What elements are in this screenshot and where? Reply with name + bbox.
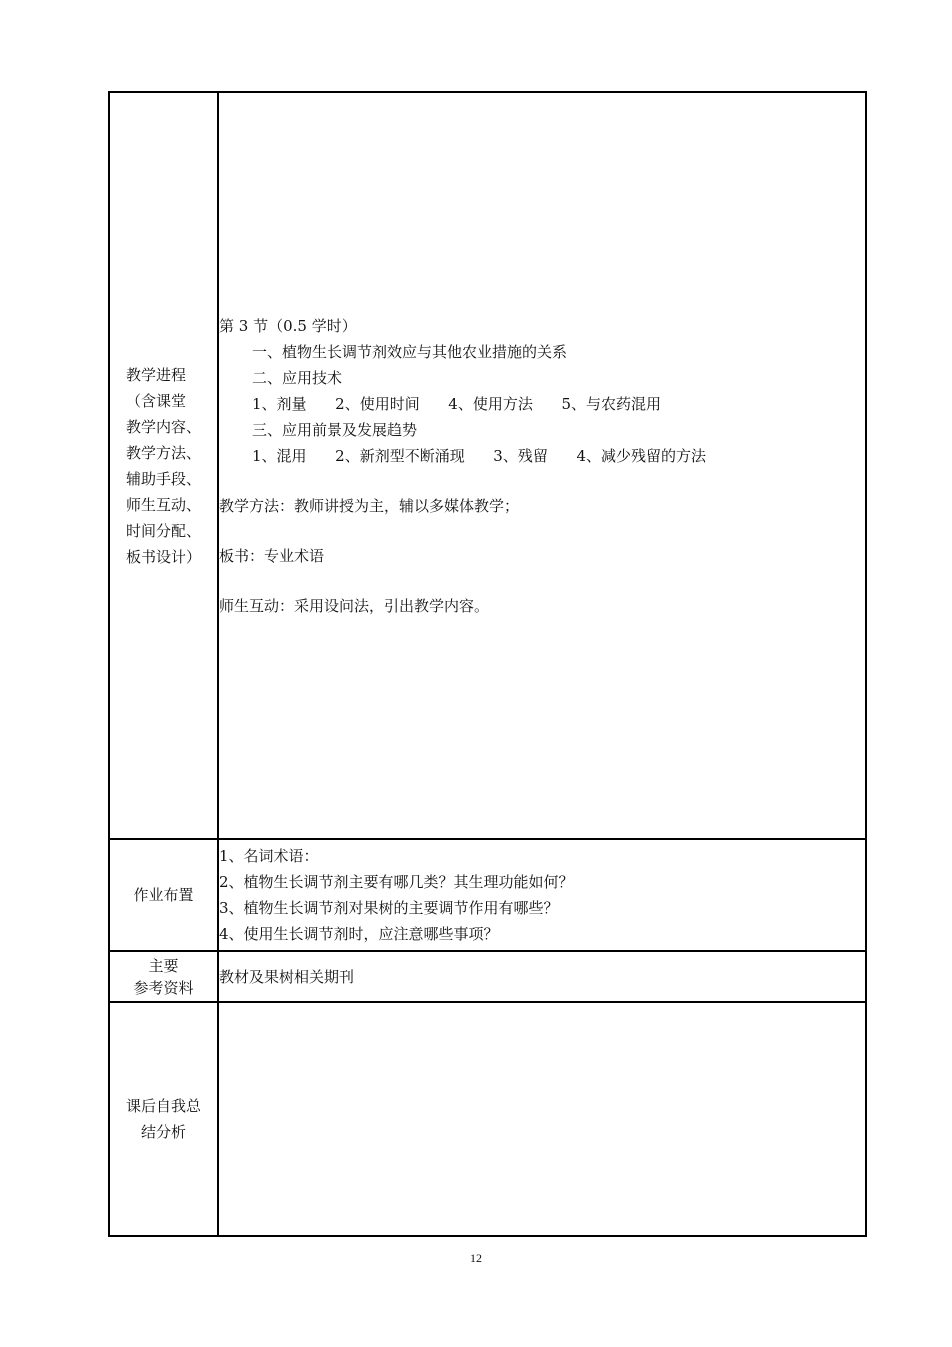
label-line: 教学方法、	[125, 443, 201, 462]
label-line: 板书设计）	[125, 547, 201, 566]
teacher-student-interaction: 师生互动：采用设问法，引出教学内容。	[219, 596, 490, 615]
teaching-method: 教学方法：教师讲授为主，辅以多媒体教学；	[219, 496, 520, 515]
references-content: 教材及果树相关期刊	[218, 951, 866, 1002]
homework-label: 作业布置	[109, 839, 218, 951]
label-line: 辅助手段、	[125, 469, 201, 488]
teaching-progress-label	[109, 92, 218, 839]
teaching-progress-row	[109, 92, 866, 839]
label-line: 时间分配、	[125, 521, 201, 540]
label-line: （含课堂	[125, 391, 186, 410]
outline-item: 三、应用前景及发展趋势	[252, 420, 418, 439]
label-line: 课后自我总	[125, 1097, 201, 1115]
section-title: 第 3 节（0.5 学时）	[219, 316, 357, 335]
homework-row	[109, 839, 866, 951]
label-line: 主要	[148, 956, 179, 975]
label-line: 参考资料	[133, 978, 194, 997]
summary-content	[218, 1002, 866, 1236]
homework-item: 2、植物生长调节剂主要有哪几类？其生理功能如何？	[219, 873, 574, 891]
summary-label	[109, 1002, 218, 1236]
label-line: 教学进程	[125, 365, 186, 384]
homework-item: 4、使用生长调节剂时，应注意哪些事项？	[219, 925, 499, 943]
teaching-progress-content	[218, 92, 866, 839]
page-number: 12	[470, 1251, 482, 1265]
outline-item: 一、植物生长调节剂效应与其他农业措施的关系	[252, 342, 568, 361]
homework-content	[218, 839, 866, 951]
outline-item: 二、应用技术	[252, 368, 343, 387]
outline-subitems: 1、剂量 2、使用时间 4、使用方法 5、与农药混用	[252, 394, 662, 413]
board-writing: 板书：专业术语	[219, 546, 325, 565]
summary-row	[109, 1002, 866, 1236]
label-line: 师生互动、	[125, 495, 201, 514]
homework-item: 3、植物生长调节剂对果树的主要调节作用有哪些？	[219, 899, 559, 917]
lesson-plan-table	[108, 91, 867, 1237]
label-line: 教学内容、	[125, 417, 201, 436]
outline-subitems: 1、混用 2、新剂型不断涌现 3、残留 4、减少残留的方法	[252, 446, 707, 465]
references-label	[109, 951, 218, 1002]
homework-item: 1、名词术语：	[219, 847, 319, 865]
label-line: 结分析	[140, 1123, 186, 1141]
references-row	[109, 951, 866, 1002]
